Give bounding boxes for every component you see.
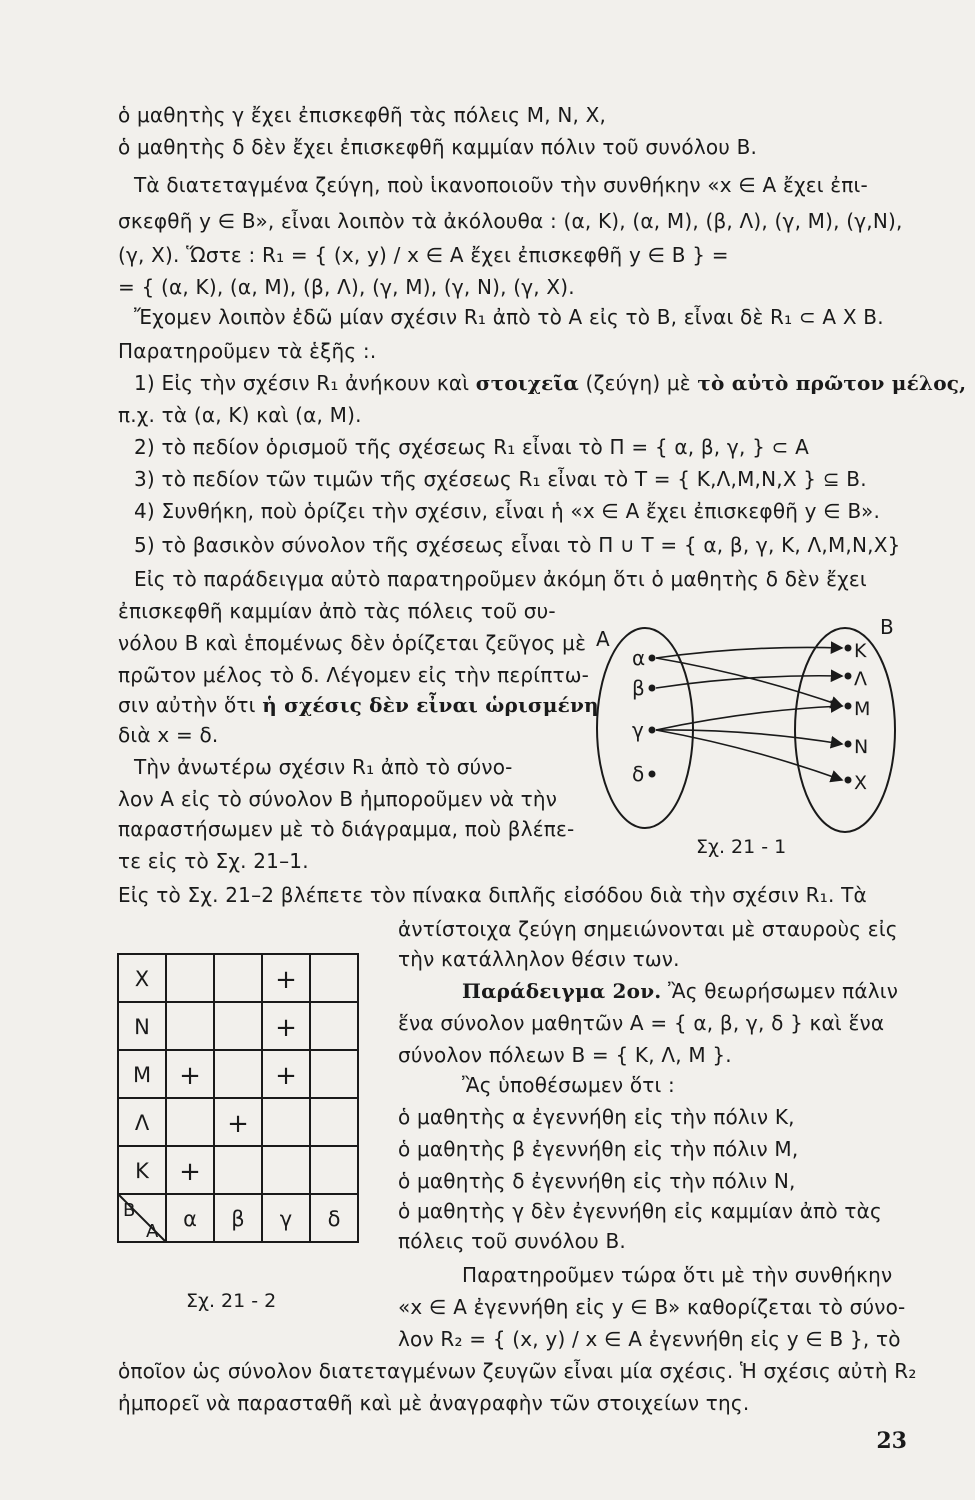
row-label: Κ: [135, 1159, 149, 1183]
text-line: 2) τὸ πεδίον ὁρισμοῦ τῆς σχέσεως R₁ εἶναι τὸ Π = { α, β, γ, } ⊂ Α: [134, 435, 809, 459]
corner-label-top: Β: [123, 1200, 136, 1221]
text-line: [118, 690, 599, 720]
set-a-point: [649, 655, 656, 662]
text-line: ἕνα σύνολον μαθητῶν Α = { α, β, γ, δ } καὶ ἕνα: [398, 1011, 885, 1035]
text-run: σιν αὐτὴν ὅτι: [118, 693, 263, 717]
set-b-element: Μ: [854, 698, 871, 720]
row-label: Μ: [132, 1063, 152, 1087]
set-a-point: [649, 685, 656, 692]
cross-mark: +: [227, 1109, 249, 1139]
text-line: ὁ μαθητὴς β ἐγεννήθη εἰς τὴν πόλιν Μ,: [398, 1137, 799, 1161]
text-line: πόλεις τοῦ συνόλου Β.: [398, 1229, 626, 1253]
text-line: ὁ μαθητὴς γ ἔχει ἐπισκεφθῆ τὰς πόλεις Μ, Ν, Χ,: [118, 103, 607, 127]
cross-mark: +: [275, 1013, 297, 1043]
text-run: 1) Εἰς τὴν σχέσιν R₁ ἀνήκουν καὶ: [134, 371, 476, 395]
text-line: παραστήσωμεν μὲ τὸ διάγραμμα, ποὺ βλέπε-: [118, 817, 575, 841]
text-line: σκεφθῆ y ∈ B», εἶναι λοιπὸν τὰ ἀκόλουθα : (α, Κ), (α, Μ), (β, Λ), (γ, Μ), (γ,Ν),: [118, 209, 903, 233]
arrow-diagram: [590, 612, 910, 844]
set-a-element: δ: [632, 762, 645, 786]
text-line: ἐπισκεφθῆ καμμίαν ἀπὸ τὰς πόλεις τοῦ συ-: [118, 599, 556, 623]
set-b-point: [845, 703, 852, 710]
relation-arrow: [656, 730, 842, 780]
relation-arrow: [656, 676, 842, 688]
text-line: ὁ μαθητὴς α ἐγεννήθη εἰς τὴν πόλιν Κ,: [398, 1105, 795, 1129]
text-line: π.χ. τὰ (α, Κ) καὶ (α, Μ).: [118, 403, 362, 427]
bold-term: τὸ αὐτὸ πρῶτον μέλος,: [697, 371, 967, 395]
text-line: λον Α εἰς τὸ σύνολον Β ἠμποροῦμεν νὰ τὴν: [118, 787, 558, 811]
set-b-element: Χ: [854, 772, 868, 794]
set-b-ellipse: [795, 628, 895, 832]
figure-caption: Σχ. 21 - 2: [186, 1290, 277, 1312]
column-label: δ: [327, 1207, 341, 1231]
text-line: ἀντίστοιχα ζεύγη σημειώνονται μὲ σταυροὺς εἰς: [398, 917, 898, 941]
bold-term: ἡ σχέσις δὲν εἶναι ὡρισμένη: [262, 693, 599, 717]
text-line: ὁ μαθητὴς δ δὲν ἔχει ἐπισκεφθῆ καμμίαν πόλιν τοῦ συνόλου Β.: [118, 135, 758, 159]
text-line: τε εἰς τὸ Σχ. 21–1.: [118, 849, 309, 873]
text-line: διὰ x = δ.: [118, 723, 219, 747]
text-line: Ἔχομεν λοιπὸν ἐδῶ μίαν σχέσιν R₁ ἀπὸ τὸ Α εἰς τὸ Β, εἶναι δὲ R₁ ⊂ Α Χ Β.: [134, 305, 884, 329]
text-line: λον R₂ = { (x, y) / x ∈ A ἐγεννήθη εἰς y ∈ B }, τὸ: [398, 1327, 901, 1351]
set-a-point: [649, 727, 656, 734]
double-entry-table-figure: [116, 952, 366, 1272]
relation-arrow: [656, 730, 842, 744]
text-line: Παρατηροῦμεν τώρα ὅτι μὲ τὴν συνθήκην: [462, 1263, 893, 1287]
column-label: β: [231, 1207, 245, 1231]
relation-arrow: [656, 706, 842, 730]
text-line: Εἰς τὸ Σχ. 21–2 βλέπετε τὸν πίνακα διπλῆς εἰσόδου διὰ τὴν σχέσιν R₁. Τὰ: [118, 883, 867, 907]
text-line: τὴν κατάλληλον θέσιν των.: [398, 947, 680, 971]
column-label: γ: [279, 1207, 293, 1231]
text-line: σύνολον πόλεων Β = { Κ, Λ, Μ }.: [398, 1043, 732, 1067]
double-entry-table: [116, 952, 366, 1272]
text-run: Ἂς θεωρήσωμεν πάλιν: [661, 979, 899, 1003]
text-line: ὁ μαθητὴς γ δὲν ἐγεννήθη εἰς καμμίαν ἀπὸ τὰς: [398, 1199, 882, 1223]
row-label: Ν: [134, 1015, 150, 1039]
text-line: (γ, Χ). Ὥστε : R₁ = { (x, y) / x ∈ A ἔχει ἐπισκεφθῆ y ∈ B } =: [118, 243, 729, 267]
figure-caption: Σχ. 21 - 1: [696, 836, 787, 858]
text-line: Παρατηροῦμεν τὰ ἑξῆς :.: [118, 339, 377, 363]
text-line: Ἂς ὑποθέσωμεν ὅτι :: [462, 1073, 675, 1097]
set-a-label: Α: [596, 627, 610, 651]
text-line: 4) Συνθήκη, ποὺ ὁρίζει τὴν σχέσιν, εἶναι ἡ «x ∈ A ἔχει ἐπισκεφθῆ y ∈ B».: [134, 499, 881, 523]
set-a-element: α: [632, 646, 646, 670]
set-b-point: [845, 741, 852, 748]
text-line: 3) τὸ πεδίον τῶν τιμῶν τῆς σχέσεως R₁ εἶναι τὸ Τ = { Κ,Λ,Μ,Ν,Χ } ⊆ Β.: [134, 467, 867, 491]
text-line: [462, 976, 898, 1006]
cross-mark: +: [275, 965, 297, 995]
set-a-element: γ: [632, 718, 644, 742]
text-line: ὁ μαθητὴς δ ἐγεννήθη εἰς τὴν πόλιν Ν,: [398, 1169, 796, 1193]
arrow-diagram-figure: [590, 612, 910, 844]
text-line: πρῶτον μέλος τὸ δ. Λέγομεν εἰς τὴν περίπτω-: [118, 663, 590, 687]
set-b-point: [845, 645, 852, 652]
corner-label-bottom: Α: [146, 1221, 159, 1242]
text-line: = { (α, Κ), (α, Μ), (β, Λ), (γ, Μ), (γ, Ν), (γ, Χ).: [118, 275, 575, 299]
text-line: Εἰς τὸ παράδειγμα αὐτὸ παρατηροῦμεν ἀκόμη ὅτι ὁ μαθητὴς δ δὲν ἔχει: [134, 567, 867, 591]
set-b-point: [845, 777, 852, 784]
row-label: Λ: [134, 1111, 150, 1135]
row-label: Χ: [134, 967, 150, 991]
text-line: 5) τὸ βασικὸν σύνολον τῆς σχέσεως εἶναι τὸ Π ∪ Τ = { α, β, γ, Κ, Λ,Μ,Ν,Χ}: [134, 533, 901, 557]
bold-term: στοιχεῖα: [475, 371, 579, 395]
set-b-label: Β: [880, 615, 894, 639]
bold-term: Παράδειγμα 2ον.: [462, 979, 662, 1003]
text-run: (ζεύγη) μὲ: [578, 371, 698, 395]
page-number: 23: [876, 1428, 907, 1454]
set-b-element: Λ: [854, 668, 867, 690]
column-label: α: [183, 1207, 197, 1231]
set-b-element: Κ: [854, 640, 867, 662]
text-line: Τὴν ἀνωτέρω σχέσιν R₁ ἀπὸ τὸ σύνο-: [134, 755, 513, 779]
set-b-point: [845, 673, 852, 680]
set-b-element: Ν: [854, 736, 869, 758]
text-line: «x ∈ A ἐγεννήθη εἰς y ∈ B» καθορίζεται τὸ σύνο-: [398, 1295, 906, 1319]
cross-mark: +: [179, 1157, 201, 1187]
text-line: ὁποῖον ὡς σύνολον διατεταγμένων ζευγῶν εἶναι μία σχέσις. Ἡ σχέσις αὐτὴ R₂: [118, 1359, 917, 1383]
text-line: ἠμπορεῖ νὰ παρασταθῆ καὶ μὲ ἀναγραφὴν τῶν στοιχείων της.: [118, 1391, 750, 1415]
set-a-element: β: [632, 676, 645, 700]
text-line: Τὰ διατεταγμένα ζεύγη, ποὺ ἱκανοποιοῦν τὴν συνθήκην «x ∈ A ἔχει ἐπι-: [134, 173, 868, 197]
set-a-point: [649, 771, 656, 778]
cross-mark: +: [275, 1061, 297, 1091]
text-line: νόλου Β καὶ ἑπομένως δὲν ὁρίζεται ζεῦγος μὲ: [118, 631, 587, 655]
relation-arrow: [656, 658, 842, 706]
text-line: [134, 368, 966, 398]
cross-mark: +: [179, 1061, 201, 1091]
